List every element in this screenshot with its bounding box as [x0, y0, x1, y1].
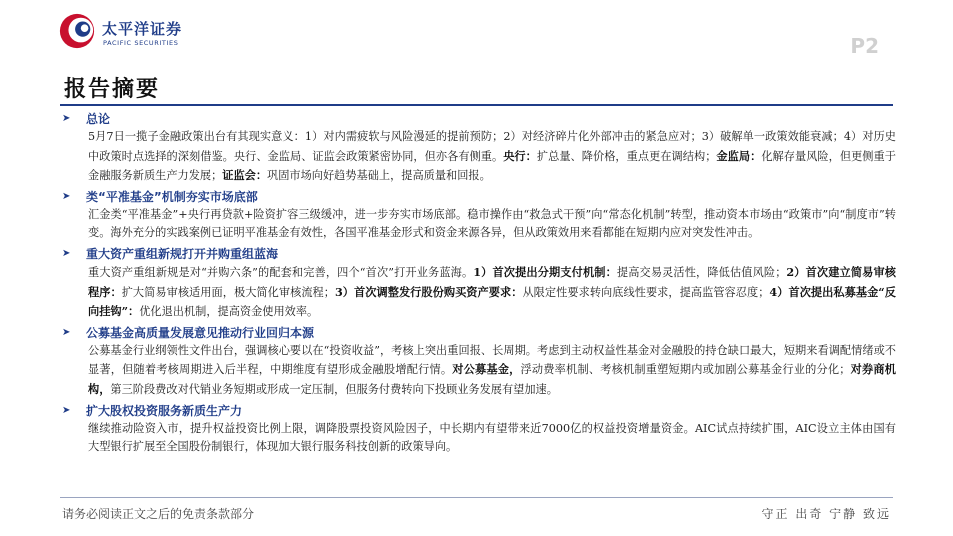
logo-name-cn: 太平洋证券	[102, 20, 183, 38]
body-text: 继续推动险资入市，提升权益投资比例上限，调降股票投资风险因子，中长期内有望带来近7000亿的权益投资增量资金。AIC试点持续扩围，AIC设立主体由国有大型银行扩展至全国股份制银行，体现加大银行服务科技创新的政策导向。	[88, 421, 896, 454]
section-title: 类“平准基金”机制夯实市场底部	[86, 189, 258, 204]
section-title: 公募基金高质量发展意见推动行业回归本源	[86, 325, 315, 340]
emphasis-text: 2）首次建立简易审核程序：	[88, 264, 896, 299]
body-text: 公募基金行业纲领性文件出台，强调核心要以在“投资收益”，考核上突出重回报、长周期。考虑到主动权益性基金对金融股的持仓缺口最大，短期来看调配情绪或不显著，但随着考核周期进入后半程，中期维度有望形成金融股增配行情。	[88, 343, 896, 377]
summary-section	[62, 401, 896, 457]
section-heading	[62, 244, 896, 263]
emphasis-text: 央行：	[503, 148, 537, 163]
section-heading	[62, 187, 896, 206]
emphasis-text: 金监局：	[716, 148, 762, 163]
body-text: 化解存量风险，但更侧重于金融服务新质生产力发展；	[88, 149, 896, 183]
body-text: 扩大简易审核适用面，极大简化审核流程；	[121, 285, 335, 299]
body-text: 浮动费率机制、考核机制重塑短期内或加剧公募基金行业的分化；	[520, 363, 851, 377]
title-divider	[60, 104, 893, 106]
body-text: 优化退出机制，提高资金使用效率。	[139, 305, 319, 319]
body-text: 重大资产重组新规是对“并购六条”的配套和完善，四个“首次”打开业务蓝海。	[88, 265, 474, 279]
company-logo	[58, 12, 198, 52]
emphasis-text: 对券商机构，	[88, 362, 896, 396]
section-title: 总论	[86, 112, 111, 126]
summary-section	[62, 109, 896, 186]
emphasis-text: 1）首次提出分期支付机制：	[473, 264, 617, 279]
emphasis-text: 3）首次调整发行股份购买资产要求：	[334, 284, 523, 299]
body-text: 巩固市场向好趋势基础上，提高质量和回报。	[267, 169, 491, 183]
section-body	[88, 206, 896, 243]
bullet-arrow-icon: ➤	[62, 326, 71, 338]
body-text: 第三阶段费改对代销业务短期或形成一定压制，但服务付费转向下投顾业务发展有望加速。	[110, 382, 558, 396]
bullet-arrow-icon: ➤	[62, 404, 71, 416]
footer-divider	[60, 497, 893, 498]
summary-section	[62, 323, 896, 400]
body-text: 汇金类“平准基金”+央行再贷款+险资扩容三级缓冲，进一步夯实市场底部。稳市操作由“救急式干预”向“常态化机制”转型，推动资本市场由“政策市”向“制度市”转变。海外充分的实践案例已证明平准基金有效性，各国平准基金形式和资金来源各异，但从政策效用来看都能在短期内应对突发性冲击。	[88, 207, 896, 240]
section-body	[88, 342, 896, 400]
footer-motto: 守正 出奇 宁静 致远	[761, 507, 891, 521]
page-number: P2	[850, 34, 879, 58]
summary-section	[62, 244, 896, 322]
section-body	[88, 263, 896, 322]
body-text: 5月7日一揽子金融政策出台有其现实意义：1）对内需疲软与风险漫延的提前预防；2）对经济碎片化外部冲击的紧急应对；3）破解单一政策效能衰减；4）对历史中政策时点选择的深刻借鉴。央行、金监局、证监会政策紧密协同，但亦各有侧重。	[88, 130, 896, 163]
section-heading	[62, 109, 896, 128]
body-text: 扩总量、降价格，重点更在调结构；	[536, 149, 717, 163]
body-text: 提高交易灵活性，降低估值风险；	[616, 265, 787, 279]
pacific-securities-logo-icon	[58, 12, 96, 50]
bullet-arrow-icon: ➤	[62, 113, 71, 124]
body-text: 从限定性要求转向底线性要求，提高监管容忍度；	[522, 285, 770, 299]
section-heading	[62, 323, 896, 342]
section-title: 重大资产重组新规打开并购重组蓝海	[86, 246, 279, 261]
bullet-arrow-icon: ➤	[62, 190, 71, 202]
page-title: 报告摘要	[64, 77, 161, 102]
section-heading	[62, 401, 896, 420]
summary-section	[62, 187, 896, 243]
logo-name-en: PACIFIC SECURITIES	[103, 39, 179, 47]
section-title: 扩大股权投资服务新质生产力	[86, 403, 243, 418]
footer-disclaimer: 请务必阅读正文之后的免责条款部分	[62, 507, 255, 521]
emphasis-text: 4）首次提出私募基金“反向挂钩”：	[88, 284, 896, 319]
summary-sections	[62, 109, 896, 458]
bullet-arrow-icon: ➤	[62, 247, 71, 259]
section-body	[88, 420, 896, 457]
emphasis-text: 对公募基金，	[452, 362, 521, 377]
section-body	[88, 128, 896, 186]
emphasis-text: 证监会：	[222, 168, 268, 183]
